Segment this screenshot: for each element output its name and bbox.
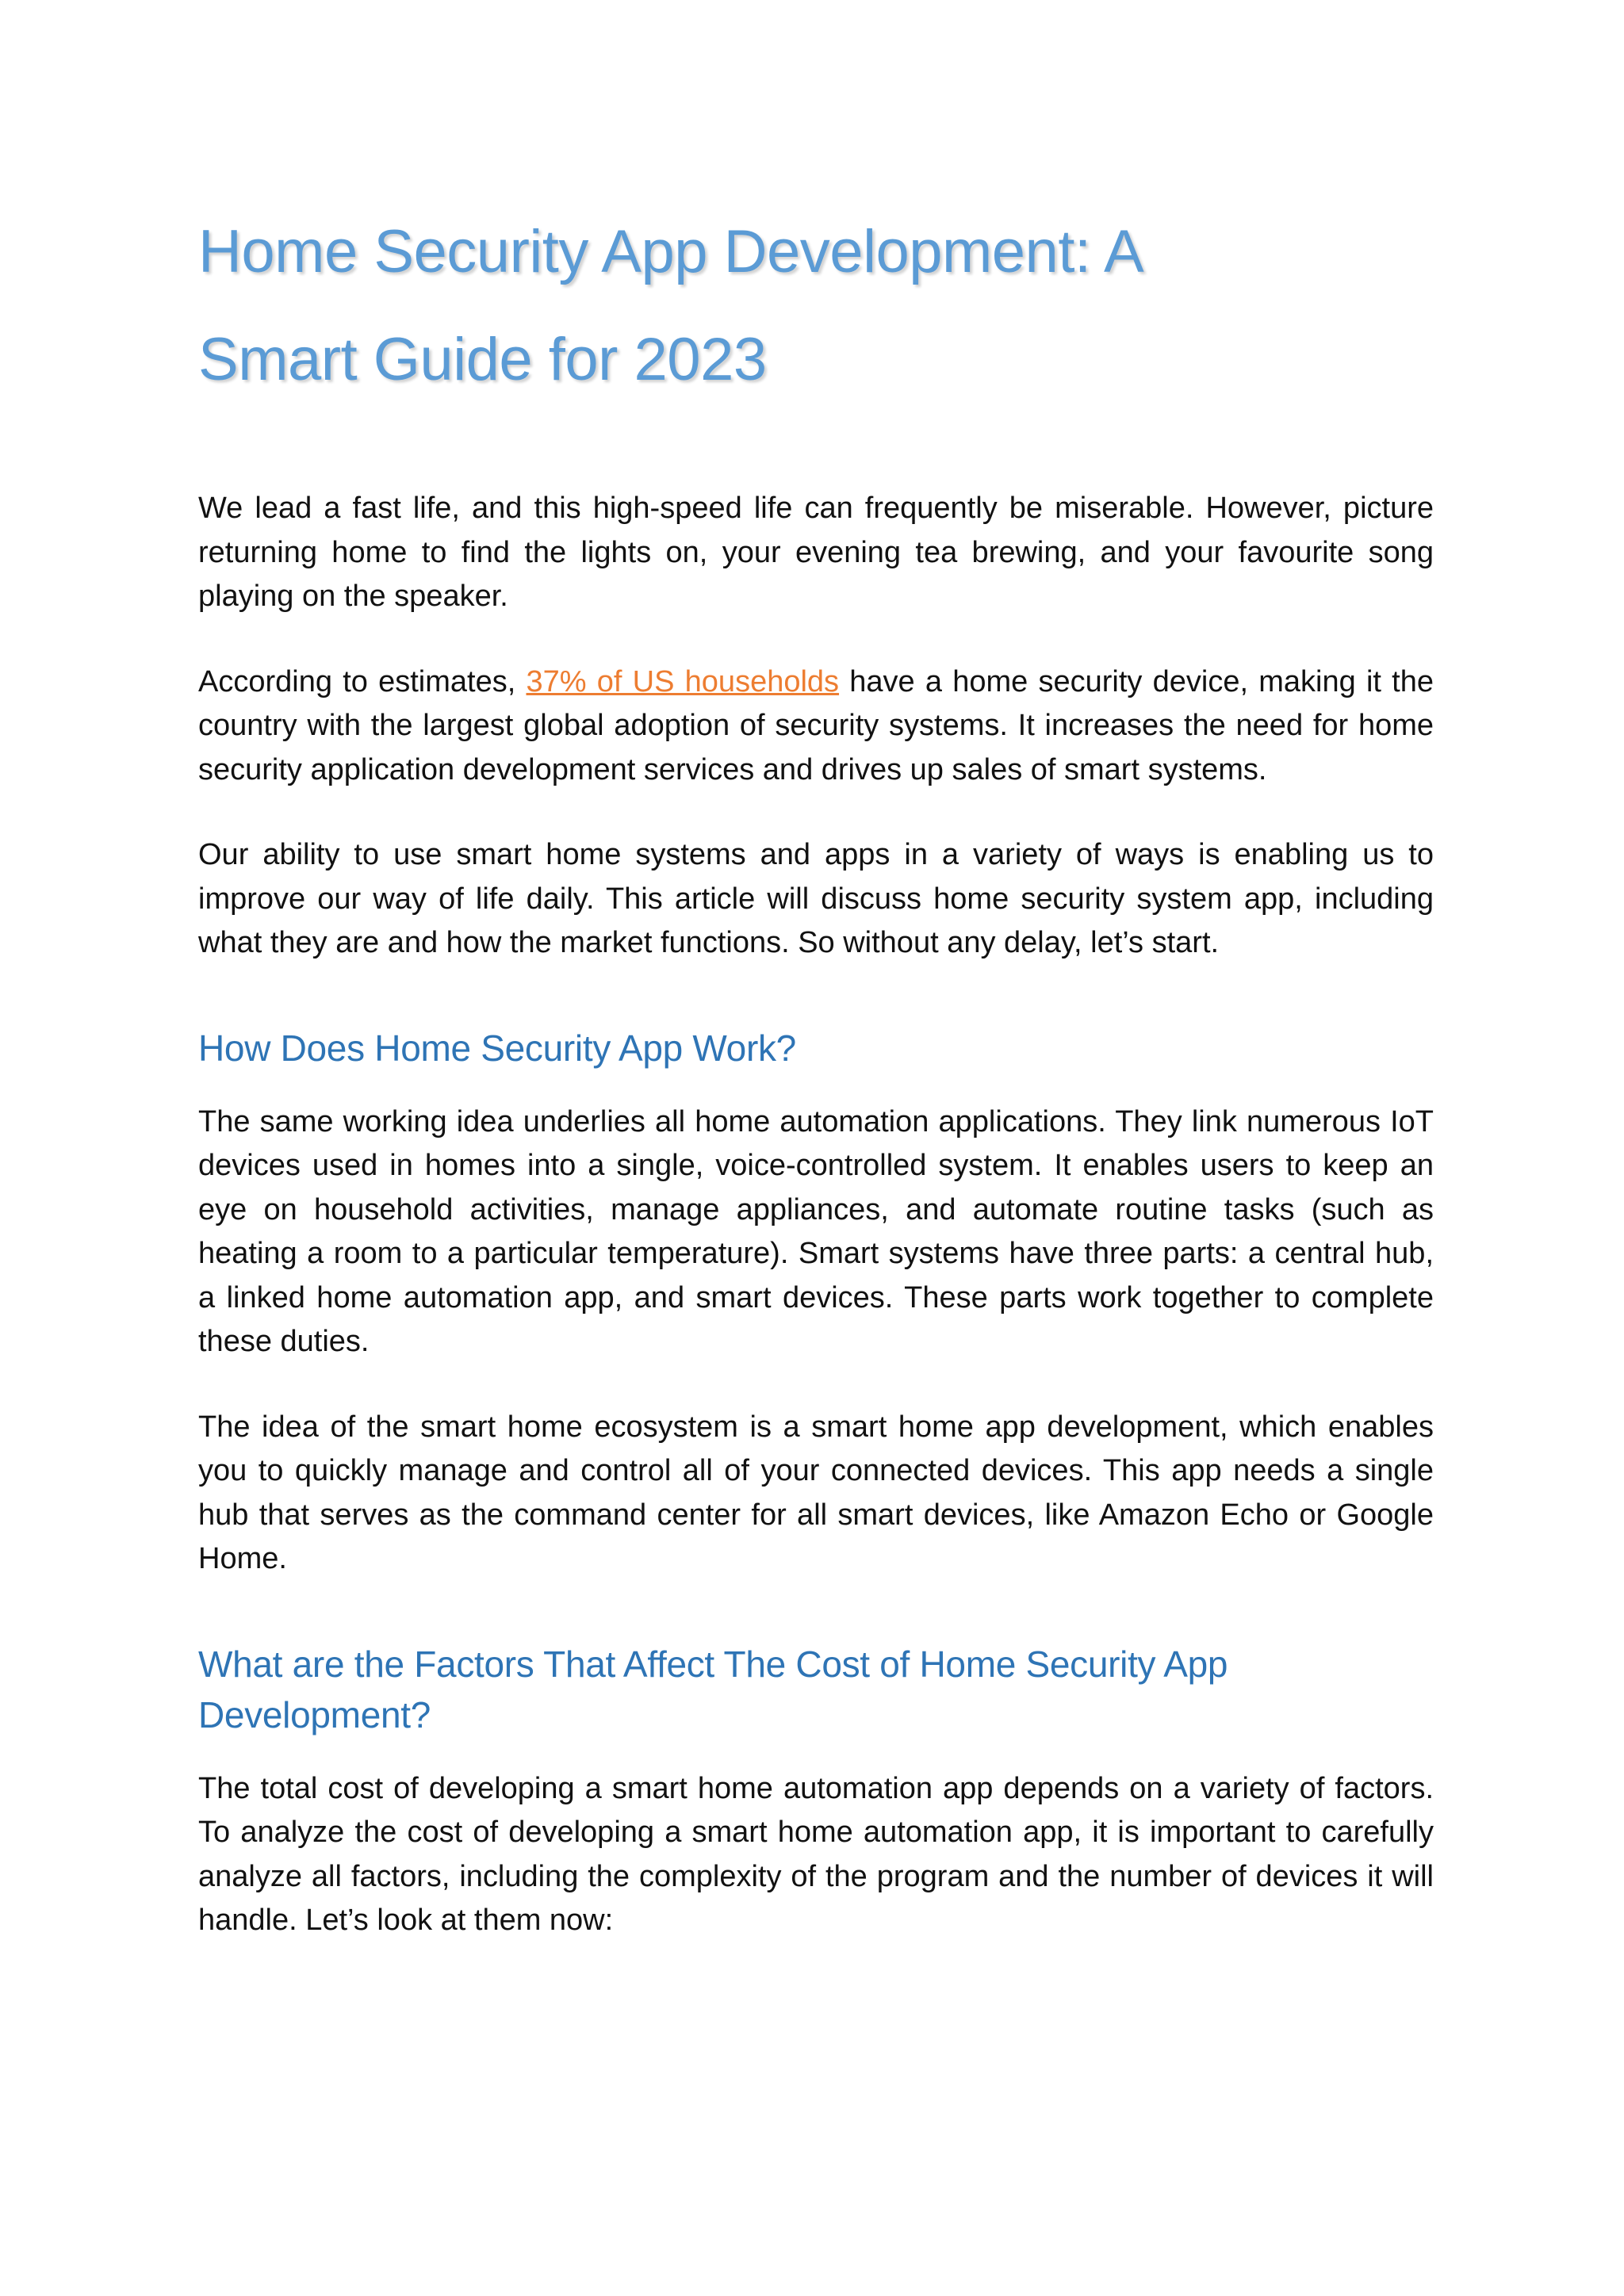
intro-paragraph-2-text-start: According to estimates, (198, 664, 527, 698)
intro-paragraph-3: Our ability to use smart home systems and apps in a variety of ways is enabling us to improve our way of life daily. This article will discuss home security system app, including what they are and how the market functions. So without any delay, let’s start. (198, 838, 1434, 959)
section-heading-how-it-works: How Does Home Security App Work? (198, 1027, 796, 1069)
cost-factors-paragraph-1: The total cost of developing a smart home automation app depends on a variety of factors. To analyze the cost of developing a smart home automation app, it is important to carefully analyze all factors, including the complexity of the program and the number of devices it will handle. Let’s look at them now: (198, 1771, 1434, 1937)
document-page (198, 198, 1434, 1943)
how-it-works-paragraph-2: The idea of the smart home ecosystem is a smart home app development, which enables you to quickly manage and control all of your connected devices. This app needs a single hub that serves as the command center for all smart devices, like Amazon Echo or Google Home. (198, 1410, 1434, 1575)
section-heading-cost-factors: What are the Factors That Affect The Cost of Home Security App Development? (198, 1643, 1228, 1735)
page-title: Home Security App Development: A Smart Guide for 2023 (198, 218, 1140, 393)
households-statistic-link[interactable]: 37% of US households (526, 664, 840, 698)
intro-paragraph-2 (198, 660, 1434, 793)
how-it-works-paragraph-1: The same working idea underlies all home automation applications. They link numerous IoT devices used in homes into a single, voice-controlled system. It enables users to keep an eye on household activities, manage appliances, and automate routine tasks (such as heating a room to a particular temperature). Smart systems have three parts: a central hub, a linked home automation app, and smart devices. These parts work together to complete these duties. (198, 1104, 1434, 1358)
intro-paragraph-2-text-end: have a home security device, making it the country with the largest global adoption of security systems. It increases the need for home security application development services and drives up sales of smart systems. (198, 664, 1434, 786)
intro-paragraph-1: We lead a fast life, and this high-speed life can frequently be miserable. However, picture returning home to find the lights on, your evening tea brewing, and your favourite song playing on the speaker. (198, 492, 1434, 613)
